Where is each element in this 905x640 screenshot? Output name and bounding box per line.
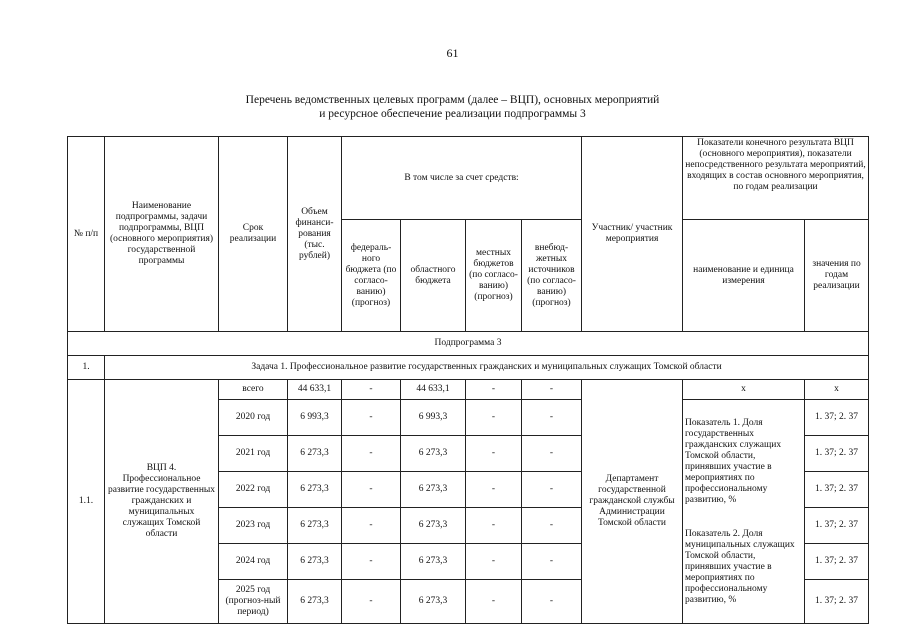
indicator-2: Показатель 2. Доля муниципальных служащих Томской области, принявших участие в мероприятиях по профессиональному развитию, % xyxy=(685,528,795,605)
subprogram-label: Подпрограмма 3 xyxy=(68,332,869,356)
local-cell: - xyxy=(466,380,522,400)
header-indicator-name: наименование и единица измерения xyxy=(683,220,805,332)
header-federal: федераль-ного бюджета (по согласо-ванию) (прогноз) xyxy=(342,220,401,332)
period-cell: 2023 год xyxy=(219,508,288,544)
period-cell: всего xyxy=(219,380,288,400)
vcp-name: ВЦП 4. Профессиональное развитие государственных гражданских и муниципальных служащих Томской области xyxy=(105,380,219,624)
header-indicator-values: значения по годам реализации xyxy=(805,220,869,332)
vcp-participant: Департамент государственной гражданской службы Администрации Томской области xyxy=(582,380,683,624)
extra-cell: - xyxy=(522,544,582,580)
header-row-1 xyxy=(68,137,869,220)
header-extra: внебюд-жетных источников (по согласо-ванию) (прогноз) xyxy=(522,220,582,332)
indicator-value-cell: 1. 37; 2. 37 xyxy=(805,544,869,580)
extra-cell: - xyxy=(522,472,582,508)
period-cell: 2025 год (прогноз-ный период) xyxy=(219,580,288,624)
header-name: Наименование подпрограммы, задачи подпрограммы, ВЦП (основного мероприятия) государственной программы xyxy=(105,137,219,332)
indicator-value-x: х xyxy=(805,380,869,400)
total-cell: 6 273,3 xyxy=(288,544,342,580)
federal-cell: - xyxy=(342,580,401,624)
local-cell: - xyxy=(466,400,522,436)
extra-cell: - xyxy=(522,380,582,400)
federal-cell: - xyxy=(342,400,401,436)
regional-cell: 6 273,3 xyxy=(401,544,466,580)
header-regional: областного бюджета xyxy=(401,220,466,332)
indicator-header-x: х xyxy=(683,380,805,400)
regional-cell: 44 633,1 xyxy=(401,380,466,400)
header-including: В том числе за счет средств: xyxy=(342,137,582,220)
regional-cell: 6 273,3 xyxy=(401,436,466,472)
indicator-names xyxy=(683,400,805,624)
title-line-2: и ресурсное обеспечение реализации подпрограммы 3 xyxy=(319,108,586,120)
total-cell: 6 273,3 xyxy=(288,436,342,472)
period-cell: 2024 год xyxy=(219,544,288,580)
header-term: Срок реализации xyxy=(219,137,288,332)
indicator-value-cell: 1. 37; 2. 37 xyxy=(805,580,869,624)
extra-cell: - xyxy=(522,508,582,544)
federal-cell: - xyxy=(342,472,401,508)
regional-cell: 6 273,3 xyxy=(401,508,466,544)
subprogram-table xyxy=(67,136,869,624)
regional-cell: 6 273,3 xyxy=(401,472,466,508)
local-cell: - xyxy=(466,436,522,472)
indicator-value-cell: 1. 37; 2. 37 xyxy=(805,436,869,472)
period-cell: 2022 год xyxy=(219,472,288,508)
period-cell: 2021 год xyxy=(219,436,288,472)
task-row xyxy=(68,356,869,380)
vcp-num: 1.1. xyxy=(68,380,105,624)
vcp-row-total xyxy=(68,380,869,400)
header-local: местных бюджетов (по согласо-ванию) (прогноз) xyxy=(466,220,522,332)
subprogram-row xyxy=(68,332,869,356)
federal-cell: - xyxy=(342,544,401,580)
indicator-value-cell: 1. 37; 2. 37 xyxy=(805,472,869,508)
document-title xyxy=(0,93,905,121)
total-cell: 6 993,3 xyxy=(288,400,342,436)
header-num: № п/п xyxy=(68,137,105,332)
federal-cell: - xyxy=(342,380,401,400)
federal-cell: - xyxy=(342,508,401,544)
indicator-value-cell: 1. 37; 2. 37 xyxy=(805,508,869,544)
federal-cell: - xyxy=(342,436,401,472)
regional-cell: 6 273,3 xyxy=(401,580,466,624)
extra-cell: - xyxy=(522,400,582,436)
header-participant: Участник/ участник мероприятия xyxy=(582,137,683,332)
page-number: 61 xyxy=(446,46,459,60)
header-volume: Объем финанси-рования (тыс. рублей) xyxy=(288,137,342,332)
total-cell: 6 273,3 xyxy=(288,580,342,624)
total-cell: 6 273,3 xyxy=(288,472,342,508)
local-cell: - xyxy=(466,580,522,624)
period-cell: 2020 год xyxy=(219,400,288,436)
task-num: 1. xyxy=(68,356,105,380)
task-text: Задача 1. Профессиональное развитие государственных гражданских и муниципальных служащих Томской области xyxy=(105,356,869,380)
extra-cell: - xyxy=(522,436,582,472)
local-cell: - xyxy=(466,544,522,580)
local-cell: - xyxy=(466,472,522,508)
total-cell: 6 273,3 xyxy=(288,508,342,544)
header-indicators: Показатели конечного результата ВЦП (основного мероприятия), показатели непосредственного результата мероприятий, входящих в состав основного мероприятия, по годам реализации xyxy=(683,137,869,220)
extra-cell: - xyxy=(522,580,582,624)
regional-cell: 6 993,3 xyxy=(401,400,466,436)
local-cell: - xyxy=(466,508,522,544)
indicator-1: Показатель 1. Доля государственных гражданских служащих Томской области, принявших участие в мероприятиях по профессиональному развитию, % xyxy=(685,417,782,505)
title-line-1: Перечень ведомственных целевых программ (далее – ВЦП), основных мероприятий xyxy=(245,94,660,106)
indicator-value-cell: 1. 37; 2. 37 xyxy=(805,400,869,436)
total-cell: 44 633,1 xyxy=(288,380,342,400)
